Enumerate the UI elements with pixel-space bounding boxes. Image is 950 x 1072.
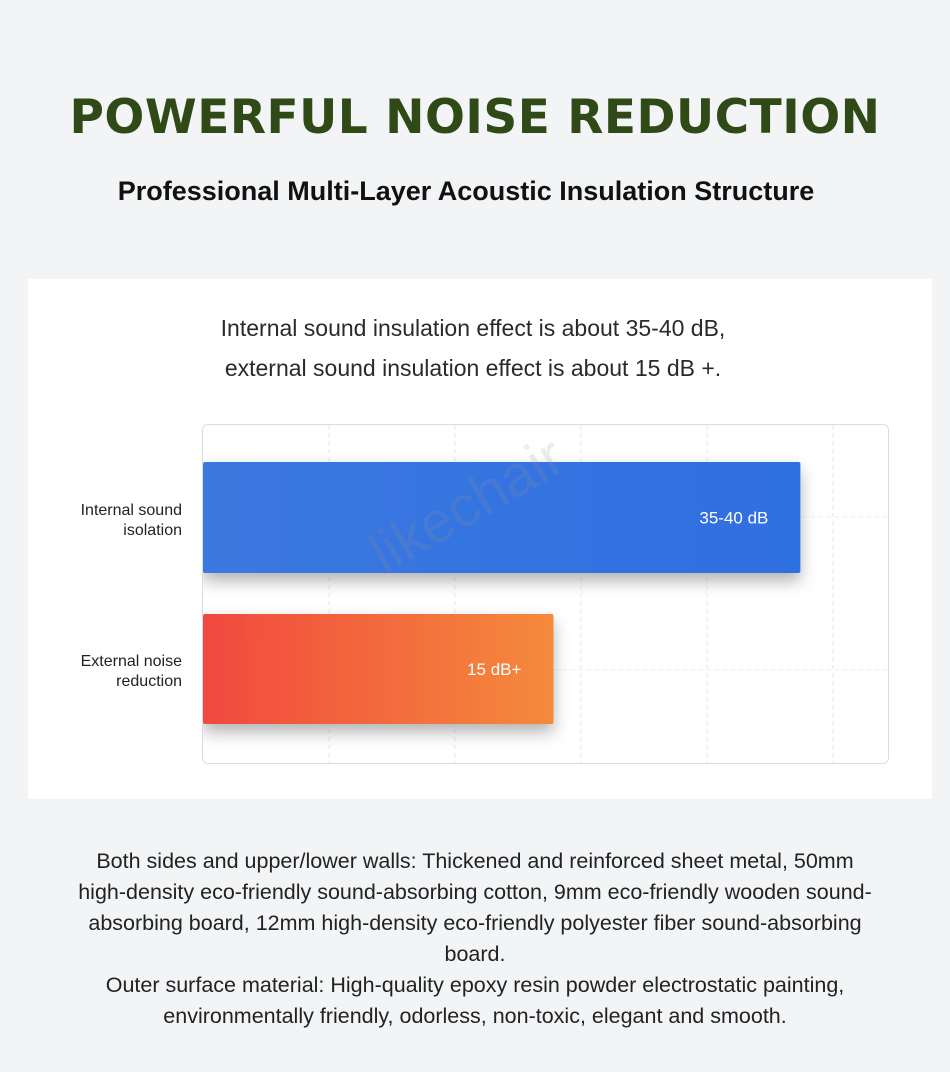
description-text — [0, 846, 950, 1032]
page-subtitle: Professional Multi-Layer Acoustic Insulation Structure — [117, 176, 815, 206]
bar-external-value-label: 15 dB+ — [467, 660, 522, 679]
category-label-external-line-2: reduction — [116, 673, 182, 690]
category-label-internal-line-2: isolation — [123, 522, 182, 539]
category-label-external — [32, 652, 182, 692]
page-title: POWERFUL NOISE REDUCTION — [69, 90, 881, 145]
description-paragraph-2: Outer surface material: High-quality epoxy resin powder electrostatic painting, environmentally friendly, odorless, non-toxic, elegant and smooth. — [105, 973, 845, 1028]
category-label-internal — [32, 501, 182, 541]
chart-panel — [28, 279, 932, 799]
bar-chart-svg — [203, 425, 888, 763]
bar-chart — [202, 424, 889, 764]
category-label-external-line-1: External noise — [80, 653, 182, 670]
category-label-internal-line-1: Internal sound — [80, 502, 182, 519]
description-paragraph-1: Both sides and upper/lower walls: Thickened and reinforced sheet metal, 50mm high-density eco-friendly sound-absorbing cotton, 9mm eco-friendly wooden sound-absorbing board, 12mm high-density eco-friendly polyester fiber sound-absorbing board. — [78, 849, 872, 966]
chart-caption-line-1: Internal sound insulation effect is about 35-40 dB, — [220, 315, 726, 341]
chart-caption-line-2: external sound insulation effect is about 15 dB +. — [224, 355, 722, 381]
bar-internal-value-label: 35-40 dB — [699, 508, 769, 528]
